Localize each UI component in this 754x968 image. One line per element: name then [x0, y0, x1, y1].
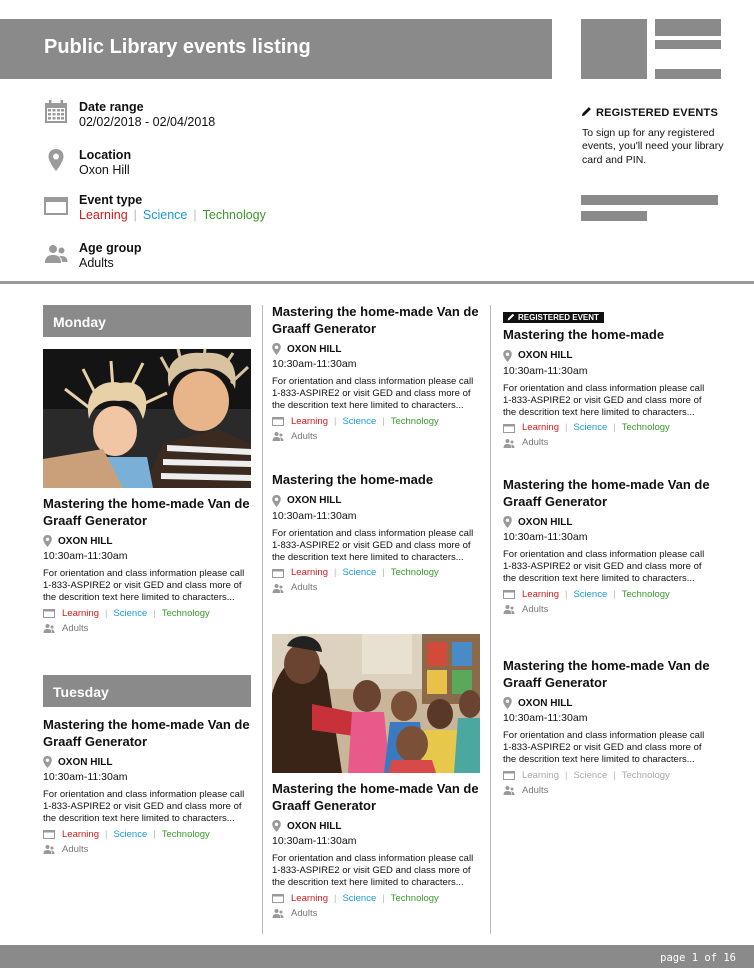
event-age-group: Adults — [272, 429, 482, 443]
event-age-group: Adults — [503, 436, 713, 450]
map-pin-icon — [272, 343, 281, 355]
event-time: 10:30am-11:30am — [272, 358, 357, 370]
event-card-disabled[interactable] — [503, 658, 713, 797]
event-location: OXON HILL — [43, 534, 253, 548]
event-description: For orientation and class information please call 1-833-ASPIRE2 or visit GED and class more of the descrition text here limited to characters... — [503, 549, 705, 584]
event-time: 10:30am-11:30am — [503, 531, 588, 543]
event-title[interactable]: Mastering the home-made Van de Graaff Generator — [272, 304, 479, 336]
tag-science[interactable]: Science — [113, 607, 148, 619]
people-icon — [43, 844, 55, 854]
event-location: OXON HILL — [503, 696, 713, 710]
event-card[interactable] — [43, 496, 253, 635]
event-photo-storytime — [272, 634, 480, 773]
tag-learning: Learning — [522, 769, 559, 781]
tag-learning[interactable]: Learning — [291, 892, 328, 904]
event-description: For orientation and class information please call 1-833-ASPIRE2 or visit GED and class more of the descrition text here limited to characters... — [272, 376, 474, 411]
event-location: OXON HILL — [272, 494, 482, 508]
event-tags-disabled: Learning | Science | Technology — [503, 768, 713, 782]
registered-events-text: To sign up for any registered events, you'll need your library card and PIN. — [582, 127, 724, 166]
people-icon — [272, 908, 284, 918]
tag-technology[interactable]: Technology — [390, 567, 439, 578]
tag-learning[interactable]: Learning — [79, 208, 128, 222]
tag-learning[interactable]: Learning — [291, 567, 328, 578]
folder-icon — [43, 829, 55, 839]
event-age-group: Adults — [43, 621, 253, 635]
menu-icon-bar-middle[interactable] — [655, 40, 721, 49]
day-header-monday: Monday — [43, 305, 251, 337]
event-title[interactable]: Mastering the home-made Van de Graaff Generator — [503, 658, 710, 690]
folder-icon — [503, 589, 515, 599]
event-type-tags: Learning | Science | Technology — [79, 208, 266, 222]
tag-science[interactable]: Science — [113, 828, 148, 840]
tag-learning[interactable]: Learning — [62, 607, 99, 619]
people-icon — [503, 785, 515, 795]
event-time: 10:30am-11:30am — [272, 509, 357, 522]
event-title[interactable]: Mastering the home-made — [272, 472, 434, 487]
map-pin-icon — [503, 350, 512, 362]
event-description: For orientation and class information please call 1-833-ASPIRE2 or visit GED and class more of the descrition text here limited to characters... — [43, 568, 245, 603]
folder-icon — [43, 608, 55, 618]
tag-technology[interactable]: Technology — [621, 588, 670, 600]
tag-science[interactable]: Science — [573, 588, 608, 600]
map-pin-icon — [43, 535, 52, 547]
column-divider — [490, 305, 491, 934]
page-number: page 1 of 16 — [660, 952, 736, 964]
registered-events-heading: REGISTERED EVENTS — [581, 106, 718, 119]
placeholder-bar — [581, 211, 647, 221]
event-tags: Learning | Science | Technology — [503, 421, 713, 435]
event-card[interactable] — [272, 472, 482, 595]
folder-icon — [272, 893, 284, 903]
event-photo-van-de-graaff — [43, 349, 251, 488]
tag-technology: Technology — [621, 769, 670, 781]
event-title[interactable]: Mastering the home-made Van de Graaff Generator — [272, 781, 479, 813]
tag-technology[interactable]: Technology — [202, 208, 266, 222]
event-location: OXON HILL — [503, 515, 713, 529]
menu-icon-bar-bottom[interactable] — [655, 69, 721, 79]
logo-placeholder — [581, 19, 647, 79]
tag-technology[interactable]: Technology — [161, 607, 210, 619]
page-title: Public Library events listing — [44, 36, 311, 58]
tag-science[interactable]: Science — [142, 208, 188, 222]
tag-technology[interactable]: Technology — [621, 422, 670, 433]
filter-label: Location — [79, 148, 132, 162]
folder-icon — [272, 416, 284, 426]
event-time: 10:30am-11:30am — [503, 364, 588, 377]
event-card[interactable] — [43, 717, 253, 856]
folder-icon — [44, 193, 68, 217]
event-age-group: Adults — [272, 906, 482, 920]
people-icon — [272, 431, 284, 441]
event-tags: Learning | Science | Technology — [43, 606, 253, 620]
filter-label: Event type — [79, 193, 143, 207]
tag-learning[interactable]: Learning — [291, 415, 328, 427]
section-divider — [0, 281, 754, 284]
folder-icon — [503, 423, 515, 433]
placeholder-bar — [581, 195, 718, 205]
map-pin-icon — [272, 495, 281, 507]
event-age-group: Adults — [503, 783, 713, 797]
day-header-tuesday: Tuesday — [43, 675, 251, 707]
filter-value: Adults — [79, 256, 114, 270]
tag-science[interactable]: Science — [342, 415, 377, 427]
footer-bar — [0, 945, 754, 968]
folder-icon — [272, 568, 284, 578]
tag-learning[interactable]: Learning — [522, 422, 559, 433]
people-icon — [503, 604, 515, 614]
people-icon — [44, 241, 68, 265]
event-tags: Learning | Science | Technology — [272, 891, 482, 905]
people-icon — [43, 623, 55, 633]
map-pin-icon — [503, 697, 512, 709]
pencil-icon — [507, 313, 515, 321]
people-icon — [503, 438, 515, 448]
column-divider — [262, 305, 263, 934]
event-tags: Learning | Science | Technology — [43, 827, 253, 841]
tag-science[interactable]: Science — [573, 422, 608, 433]
tag-technology[interactable]: Technology — [161, 828, 210, 840]
event-age-group: Adults — [272, 581, 482, 595]
event-tags: Learning | Science | Technology — [272, 566, 482, 580]
calendar-icon — [44, 100, 68, 124]
event-location: OXON HILL — [503, 349, 713, 363]
tag-science: Science — [573, 769, 608, 781]
event-title[interactable]: Mastering the home-made Van de Graaff Generator — [503, 477, 710, 509]
event-time: 10:30am-11:30am — [43, 771, 128, 783]
tag-science[interactable]: Science — [342, 567, 377, 578]
event-age-group: Adults — [43, 842, 253, 856]
registered-event-badge: REGISTERED EVENT — [503, 312, 604, 323]
pencil-icon — [581, 106, 592, 117]
event-card[interactable] — [272, 781, 482, 920]
filter-value: Oxon Hill — [79, 163, 130, 177]
tag-science[interactable]: Science — [342, 892, 377, 904]
event-description: For orientation and class information please call 1-833-ASPIRE2 or visit GED and class more of the descrition text here limited to characters... — [43, 789, 245, 824]
menu-icon-bar-top[interactable] — [655, 19, 721, 36]
event-card-registered[interactable] — [503, 307, 713, 450]
event-tags: Learning | Science | Technology — [272, 414, 482, 428]
event-description: For orientation and class information please call 1-833-ASPIRE2 or visit GED and class more of the descrition text here limited to characters... — [503, 382, 705, 418]
event-time: 10:30am-11:30am — [272, 835, 357, 847]
event-location: OXON HILL — [272, 342, 482, 356]
event-time: 10:30am-11:30am — [43, 550, 128, 562]
event-time: 10:30am-11:30am — [503, 712, 588, 724]
event-location: OXON HILL — [272, 819, 482, 833]
folder-icon — [503, 770, 515, 780]
event-age-group: Adults — [503, 602, 713, 616]
event-title[interactable]: Mastering the home-made Van de Graaff Generator — [43, 496, 250, 528]
event-description: For orientation and class information please call 1-833-ASPIRE2 or visit GED and class more of the descrition text here limited to characters... — [272, 853, 474, 888]
event-title[interactable]: Mastering the home-made Van de Graaff Generator — [43, 717, 250, 749]
tag-learning[interactable]: Learning — [62, 828, 99, 840]
filter-label: Date range — [79, 100, 144, 114]
event-card[interactable] — [503, 477, 713, 616]
people-icon — [272, 583, 284, 593]
tag-technology[interactable]: Technology — [390, 415, 439, 427]
map-pin-icon — [503, 516, 512, 528]
map-pin-icon — [43, 756, 52, 768]
tag-learning[interactable]: Learning — [522, 588, 559, 600]
filter-label: Age group — [79, 241, 142, 255]
event-title[interactable]: Mastering the home-made — [503, 327, 665, 342]
event-description: For orientation and class information please call 1-833-ASPIRE2 or visit GED and class more of the descrition text here limited to characters... — [503, 730, 705, 765]
event-description: For orientation and class information please call 1-833-ASPIRE2 or visit GED and class more of the descrition text here limited to characters... — [272, 527, 474, 563]
map-pin-icon — [272, 820, 281, 832]
map-pin-icon — [44, 148, 68, 172]
filter-value: 02/02/2018 - 02/04/2018 — [79, 115, 216, 129]
event-location: OXON HILL — [43, 755, 253, 769]
event-tags: Learning | Science | Technology — [503, 587, 713, 601]
tag-technology[interactable]: Technology — [390, 892, 439, 904]
event-card[interactable] — [272, 304, 482, 443]
